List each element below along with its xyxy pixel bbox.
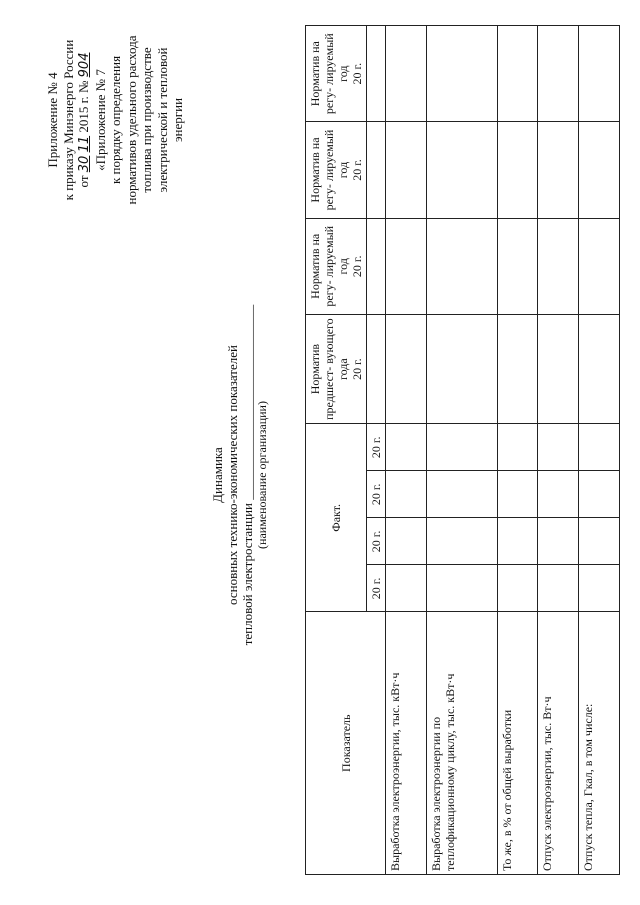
organization-name-caption: (наименование организации) [255,401,269,549]
table-cell [538,314,579,423]
table-row [497,26,538,875]
table-cell [386,122,427,218]
header-norm-regulated: Норматив на регу- лируемый год 20 г. [306,26,367,122]
date-prefix: от [76,175,91,188]
appendix-line: электрической и тепловой [154,47,170,193]
row-label: Выработка электроэнергии, тыс. кВт·ч [386,612,427,875]
table-cell [538,565,579,612]
table-cell [538,424,579,471]
handwritten-month: 11 [77,135,92,153]
table-cell [497,424,538,471]
appendix-line: Приложение № 4 [45,72,60,168]
table-cell [579,471,620,518]
empty-cell [367,122,386,218]
table-cell [426,518,497,565]
table-cell [497,314,538,423]
header-fact-year: 20 г. [367,424,386,471]
table-header-row [306,26,367,875]
table-row [538,26,579,875]
header-fact-year: 20 г. [367,471,386,518]
indicators-table-wrap [305,25,620,875]
table-cell [579,218,620,314]
row-label: То же, в % от общей выработки [497,612,538,875]
table-cell [497,26,538,122]
empty-cell [367,314,386,423]
handwritten-order-number: 904 [77,52,92,78]
table-cell [579,424,620,471]
table-cell [426,424,497,471]
appendix-line: «Приложение № 7 [92,69,108,171]
table-cell [538,471,579,518]
header-fact-year: 20 г. [367,518,386,565]
date-year: 2015 г. № [76,80,91,133]
appendix-line: к приказу Минэнерго России [60,39,76,201]
appendix-reference [45,25,186,215]
header-norm-regulated: Норматив на регу- лируемый год 20 г. [306,122,367,218]
table-cell [386,26,427,122]
table-cell [426,26,497,122]
table-row [426,26,497,875]
appendix-line: к порядку определения [108,55,123,185]
table-cell [579,122,620,218]
appendix-date-line [76,25,93,215]
table-cell [497,565,538,612]
table-cell [497,218,538,314]
table-cell [538,26,579,122]
table-row [386,26,427,875]
row-label: Отпуск тепла, Гкал, в том числе: [579,612,620,875]
table-row [579,26,620,875]
indicators-table [305,25,620,875]
table-cell [497,518,538,565]
table-cell [497,471,538,518]
table-cell [386,218,427,314]
appendix-line: нормативов удельного расхода [123,35,139,205]
table-cell [386,518,427,565]
document-title [210,275,270,675]
appendix-line: топлива при производстве [139,47,154,193]
row-label: Отпуск электроэнергии, тыс. Вт·ч [538,612,579,875]
row-label: Выработка электроэнергии по теплофикационному циклу, тыс. кВт·ч [426,612,497,875]
table-cell [386,471,427,518]
table-cell [579,518,620,565]
table-cell [579,565,620,612]
table-cell [426,314,497,423]
header-indicator: Показатель [306,612,386,875]
title-line: Динамика [210,447,225,503]
empty-cell [367,26,386,122]
table-cell [426,122,497,218]
title-line: тепловой электростанции ______________________________ [240,304,255,646]
table-cell [426,218,497,314]
table-cell [386,565,427,612]
table-cell [579,26,620,122]
appendix-line: энергии [170,97,185,143]
table-cell [426,471,497,518]
table-cell [538,122,579,218]
handwritten-day: 30 [77,155,92,173]
header-norm-previous: Норматив предшест- вующего года 20 г. [306,314,367,423]
title-line: основных технико-экономических показателей [225,345,240,605]
header-fact-year: 20 г. [367,565,386,612]
table-cell [386,314,427,423]
table-cell [426,565,497,612]
header-norm-regulated: Норматив на регу- лируемый год 20 г. [306,218,367,314]
empty-cell [367,218,386,314]
table-cell [497,122,538,218]
table-cell [579,314,620,423]
table-cell [538,518,579,565]
header-fact: Факт. [306,424,367,612]
table-cell [538,218,579,314]
table-cell [386,424,427,471]
